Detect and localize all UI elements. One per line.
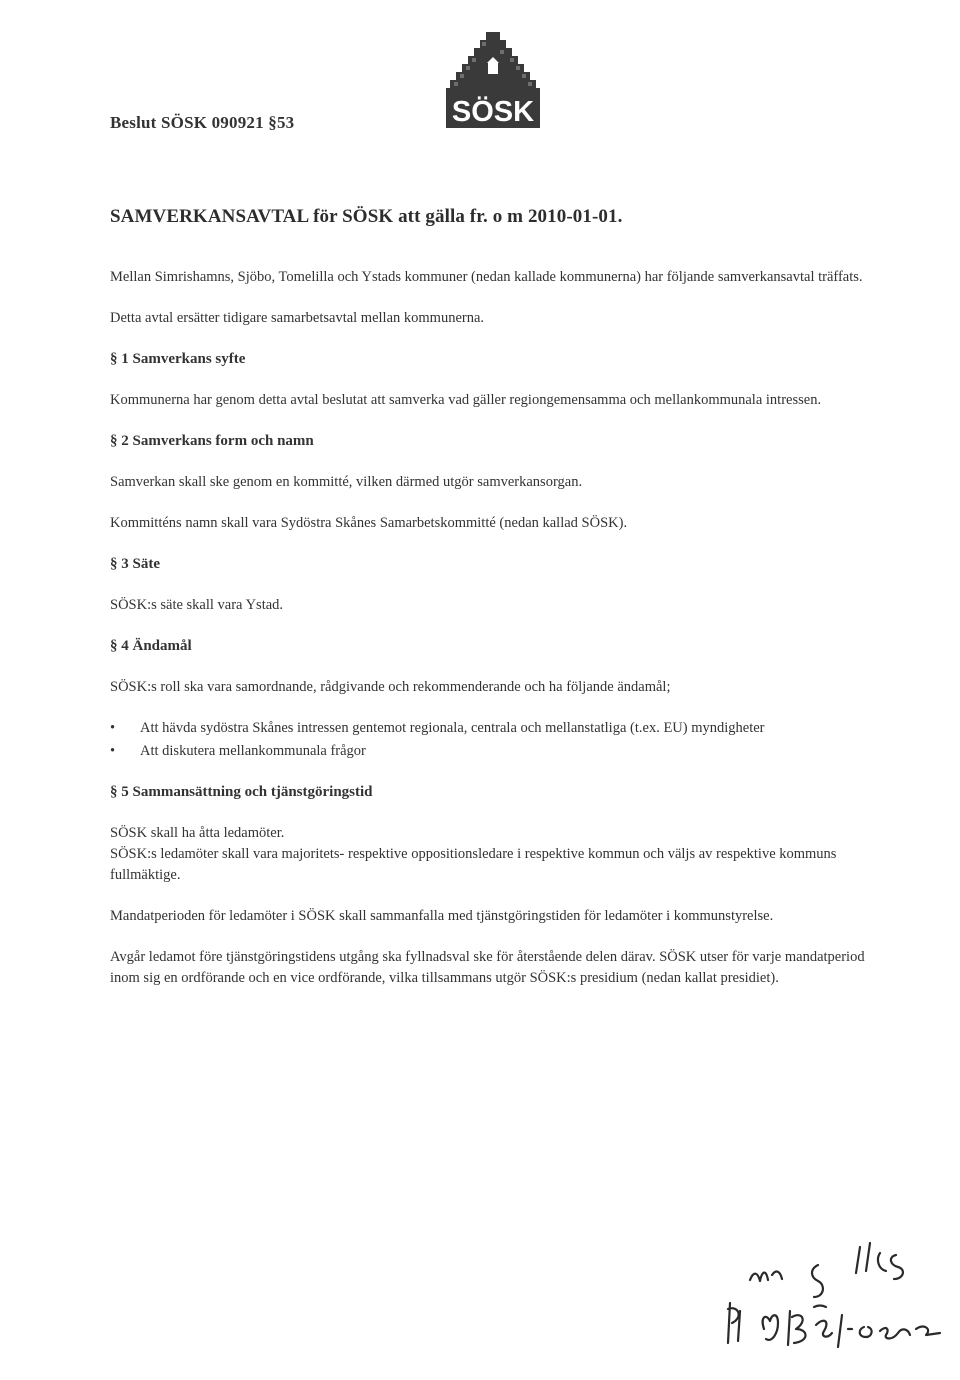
list-item (110, 741, 870, 762)
signature-icon (720, 1225, 950, 1375)
logo-text: SÖSK (451, 96, 535, 128)
bullet-text: Att diskutera mellankommunala frågor (140, 743, 366, 759)
intro-paragraph: Mellan Simrishamns, Sjöbo, Tomelilla och Ystads kommuner (nedan kallade kommunerna) har följande samverkansavtal träffats. (110, 269, 863, 285)
section-2-heading: § 2 Samverkans form och namn (110, 433, 314, 449)
section-3-body: SÖSK:s säte skall vara Ystad. (110, 597, 284, 613)
section-1-body: Kommunerna har genom detta avtal beslutat att samverka vad gäller regiongemensamma och mellankommunala intressen. (110, 392, 822, 408)
section-3-heading: § 3 Säte (110, 556, 160, 572)
decision-reference: Beslut SÖSK 090921 §53 (110, 113, 295, 132)
replaces-paragraph: Detta avtal ersätter tidigare samarbetsavtal mellan kommunerna. (110, 310, 485, 326)
bullet-icon: • (110, 720, 116, 736)
section-2-body-2: Kommitténs namn skall vara Sydöstra Skånes Samarbetskommitté (nedan kallad SÖSK). (110, 515, 628, 531)
document-content (110, 206, 870, 1009)
section-5-heading: § 5 Sammansättning och tjänstgöringstid (110, 784, 373, 800)
section-5-body-2: SÖSK:s ledamöter skall vara majoritets- respektive oppositionsledare i respektive kommun och väljs av respektive kommuns fullmäktige. (110, 846, 837, 883)
section-4-body: SÖSK:s roll ska vara samordnande, rådgivande och rekommenderande och ha följande ändamål; (110, 679, 671, 695)
bullet-text: Att hävda sydöstra Skånes intressen gentemot regionala, centrala och mellanstatliga (t.ex. EU) myndigheter (140, 720, 765, 736)
sosk-logo-icon (444, 28, 542, 130)
bullet-icon: • (110, 743, 116, 759)
section-2-body-1: Samverkan skall ske genom en kommitté, vilken därmed utgör samverkansorgan. (110, 474, 583, 490)
list-item (110, 718, 870, 739)
section-1-heading: § 1 Samverkans syfte (110, 351, 246, 367)
section-5-body-4: Avgår ledamot före tjänstgöringstidens utgång ska fyllnadsval ske för återstående delen därav. SÖSK utser för varje mandatperiod inom sig en ordförande och en vice ordförande, vilka tillsammans utgör SÖSK:s presidium (nedan kallat presidiet). (110, 949, 865, 986)
document-title: SAMVERKANSAVTAL för SÖSK att gälla fr. o m 2010-01-01. (110, 206, 623, 227)
section-5-body-1: SÖSK skall ha åtta ledamöter. (110, 825, 285, 841)
handwritten-signatures (720, 1225, 950, 1375)
section-4-heading: § 4 Ändamål (110, 638, 192, 654)
section-5-body-3: Mandatperioden för ledamöter i SÖSK skall sammanfalla med tjänstgöringstiden för ledamöter i kommunstyrelse. (110, 908, 774, 924)
sosk-logo (444, 28, 542, 130)
section-4-bullet-list (110, 718, 870, 762)
